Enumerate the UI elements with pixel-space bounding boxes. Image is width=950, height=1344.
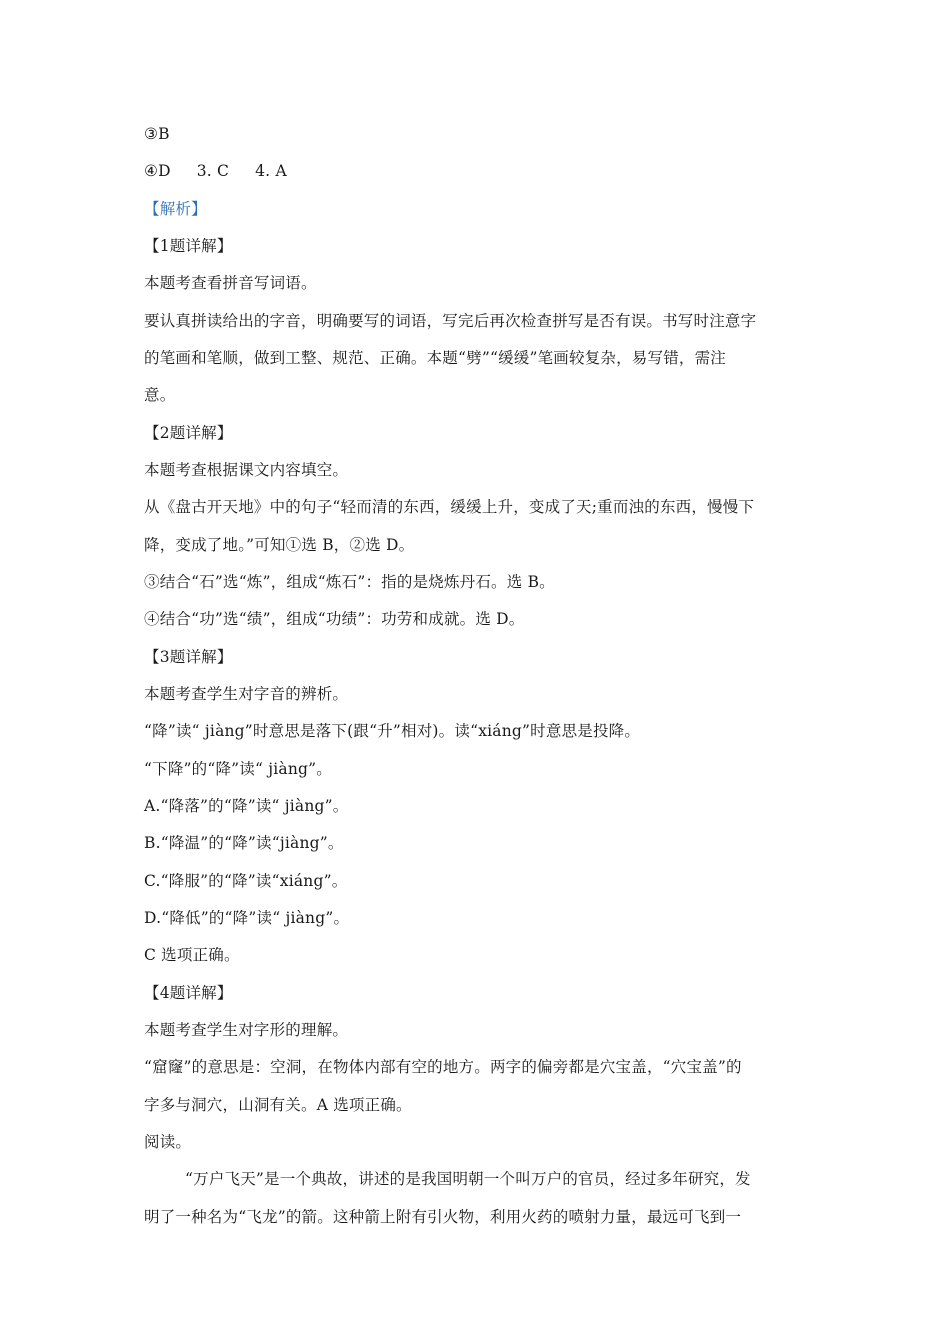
q3-option-d: D.“降低”的“降”读“ jiàng”。 — [144, 909, 350, 927]
q2-intro: 本题考查根据课文内容填空。 — [144, 461, 349, 479]
q1-heading: 【1题详解】 — [144, 237, 233, 255]
q2-heading: 【2题详解】 — [144, 424, 233, 442]
q3-conclusion: C 选项正确。 — [144, 946, 240, 964]
answer-line-3 — [144, 124, 809, 144]
reading-label: 阅读。 — [144, 1133, 192, 1151]
q4-paragraph-line-2: 字多与洞穴，山洞有关。A 选项正确。 — [144, 1096, 412, 1114]
q2-paragraph-line-4: ④结合“功”选“绩”，组成“功绩”：功劳和成就。选 D。 — [144, 610, 525, 628]
q2-paragraph-line-2: 降，变成了地。”可知①选 B，②选 D。 — [144, 536, 415, 554]
answer-line-4 — [144, 161, 809, 181]
q1-paragraph-line-2: 的笔画和笔顺，做到工整、规范、正确。本题“劈”“缓缓”笔画较复杂，易写错，需注 — [144, 349, 726, 367]
q1-paragraph-line-3: 意。 — [144, 386, 176, 404]
q4-heading: 【4题详解】 — [144, 984, 233, 1002]
answer-circle-4: ④D — [144, 162, 171, 180]
q3-option-b: B.“降温”的“降”读“jiàng”。 — [144, 834, 344, 852]
answer-circle-3: ③B — [144, 125, 170, 143]
q3-option-c: C.“降服”的“降”读“xiáng”。 — [144, 872, 348, 890]
q1-paragraph-line-1: 要认真拼读给出的字音，明确要写的词语，写完后再次检查拼写是否有误。书写时注意字 — [144, 312, 757, 330]
q4-intro: 本题考查学生对字形的理解。 — [144, 1021, 349, 1039]
answer-q3: 3. C — [196, 162, 230, 180]
q3-option-a: A.“降落”的“降”读“ jiàng”。 — [144, 797, 349, 815]
answer-q4: 4. A — [255, 162, 287, 180]
reading-paragraph-line-1: “万户飞天”是一个典故，讲述的是我国明朝一个叫万户的官员，经过多年研究，发 — [185, 1170, 751, 1188]
q2-paragraph-line-1: 从《盘古开天地》中的句子“轻而清的东西，缓缓上升，变成了天;重而浊的东西，慢慢下 — [144, 498, 755, 516]
q3-intro: 本题考查学生对字音的辨析。 — [144, 685, 349, 703]
q4-paragraph-line-1: “窟窿”的意思是：空洞，在物体内部有空的地方。两字的偏旁都是穴宝盖，“穴宝盖”的 — [144, 1058, 742, 1076]
q2-paragraph-line-3: ③结合“石”选“炼”，组成“炼石”：指的是烧炼丹石。选 B。 — [144, 573, 555, 591]
q3-paragraph-line-1: “降”读“ jiàng”时意思是落下(跟“升”相对)。读“xiáng”时意思是投降。 — [144, 722, 641, 740]
reading-paragraph-line-2: 明了一种名为“飞龙”的箭。这种箭上附有引火物，利用火药的喷射力量，最远可飞到一 — [144, 1208, 742, 1226]
q3-paragraph-line-2: “下降”的“降”读“ jiàng”。 — [144, 760, 332, 778]
q1-intro: 本题考查看拼音写词语。 — [144, 274, 317, 292]
analysis-label: 【解析】 — [144, 200, 207, 218]
q3-heading: 【3题详解】 — [144, 648, 233, 666]
